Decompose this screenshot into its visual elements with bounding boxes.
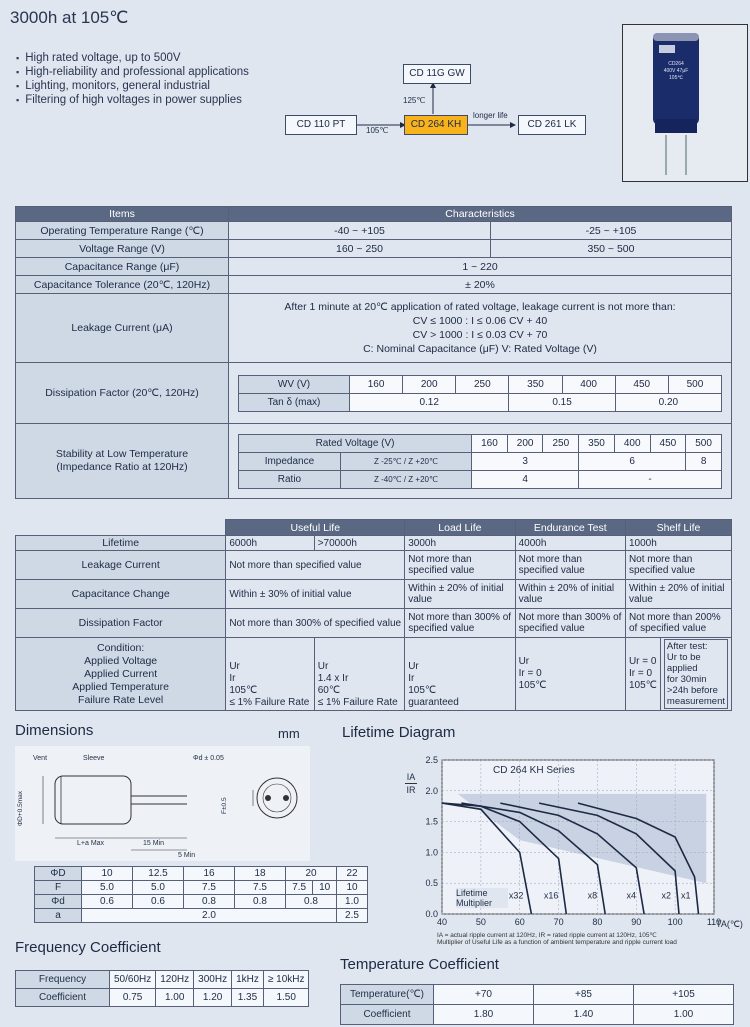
dimensions-unit: mm <box>278 726 300 741</box>
cond-val: ≤ 1% Failure Rate <box>317 697 398 708</box>
coef-value: 1.35 <box>232 989 264 1007</box>
cell-value: Within ± 20% of initial value <box>625 580 731 609</box>
cell-value: -25 ~ +105 <box>491 222 732 240</box>
cond-val: measurement <box>666 696 725 707</box>
row-lifetime: Lifetime <box>16 536 226 551</box>
wv-value: 200 <box>403 375 456 393</box>
leak-line: C: Nominal Capacitance (μF) V: Rated Voltage (V) <box>363 343 597 355</box>
temp-label: Temperature(℃) <box>341 985 434 1005</box>
x-tick-label: 40 <box>436 917 448 927</box>
col-endurance: Endurance Test <box>515 520 625 536</box>
dim-value: 10 <box>337 881 368 895</box>
cell-value: Not more than specified value <box>625 551 731 580</box>
row-dissipation: Dissipation Factor (20℃, 120Hz) <box>16 363 229 424</box>
cond-val: ≤ 1% Failure Rate <box>229 697 310 708</box>
dissipation-cell <box>229 363 732 424</box>
frequency-table <box>15 970 309 1007</box>
dimensions-title: Dimensions <box>15 722 94 739</box>
y-tick-label: 1.0 <box>425 847 438 858</box>
cond-val: Ir = 0 <box>628 668 653 679</box>
rated-value: 500 <box>686 434 722 452</box>
flow-label-longer: longer life <box>473 111 508 120</box>
cond-val: 105℃ <box>229 685 258 696</box>
row-operating-temp: Operating Temperature Range (℃) <box>16 222 229 240</box>
dim-value: 0.6 <box>82 895 133 909</box>
cond-val: 1.4 x Ir <box>317 673 349 684</box>
stability-cell <box>229 424 732 499</box>
chart-series-title: CD 264 KH Series <box>493 765 575 776</box>
chart-note-2: Multiplier of Useful Life as a function of ambient temperature and ripple current load <box>437 939 677 946</box>
cond-val: Ir <box>229 673 236 684</box>
row-capacitance: Capacitance Range (μF) <box>16 258 229 276</box>
x-tick-label: 80 <box>592 917 603 927</box>
chart-note-1: IA = actual ripple current at 120Hz, IR = rated ripple current at 120Hz, 105℃ <box>437 932 657 939</box>
tan-value: 0.12 <box>350 393 509 411</box>
characteristics-table <box>15 206 732 499</box>
cond-label: Condition: <box>97 641 145 654</box>
dimensions-table <box>34 866 368 923</box>
row-tolerance: Capacitance Tolerance (20℃, 120Hz) <box>16 276 229 294</box>
y-tick-label: 0.0 <box>425 909 438 919</box>
feature-bullet: ▪ Lighting, monitors, general industrial <box>16 80 210 92</box>
cond-label: Failure Rate Level <box>78 693 164 706</box>
y-tick-label: 0.5 <box>425 878 438 889</box>
rated-value: 350 <box>579 434 615 452</box>
coef-value: 1.20 <box>194 989 232 1007</box>
x-tick-label: 60 <box>514 917 525 927</box>
series-label-x8: x8 <box>587 890 598 901</box>
pitch-label: F±0.5 <box>221 797 228 814</box>
feature-bullet: ▪ High rated voltage, up to 500V <box>16 52 181 64</box>
product-photo <box>622 24 748 182</box>
ratio-label: Ratio <box>239 470 341 488</box>
cell-value: Not more than 200% of specified value <box>625 609 731 638</box>
life-table <box>15 519 732 711</box>
dim-value: 1.0 <box>337 895 368 909</box>
lead-dia-label: Φd ± 0.05 <box>193 755 224 762</box>
dim-value: 5.0 <box>133 881 184 895</box>
cell-value: Within ± 30% of initial value <box>226 580 405 609</box>
row-leakage: Leakage Current (μA) <box>16 294 229 363</box>
vent-label: Vent <box>33 755 48 762</box>
y-tick-label: 2.0 <box>425 785 438 796</box>
series-cd261-box: CD 261 LK <box>518 115 586 135</box>
dim-value: 7.5 <box>184 881 235 895</box>
lifetime-chart <box>400 752 745 932</box>
series-label-x32: x32 <box>508 890 524 901</box>
min5-label: 5 Min <box>178 852 196 859</box>
series-cd11g-box: CD 11G GW <box>403 64 471 84</box>
series-label-x16: x16 <box>543 890 559 901</box>
cell-value: Not more than specified value <box>226 551 405 580</box>
rated-value: 400 <box>614 434 650 452</box>
dim-value: 2.0 <box>82 909 337 923</box>
row-cap-change: Capacitance Change <box>16 580 226 609</box>
cond-val: Ir <box>408 673 415 684</box>
dim-value: 0.8 <box>184 895 235 909</box>
cell-value: 4000h <box>515 536 625 551</box>
ylabel-bottom: IR <box>406 785 416 795</box>
coef-value: 0.75 <box>110 989 156 1007</box>
freq-value: 120Hz <box>156 971 194 989</box>
cap-label-temp: 105℃ <box>669 75 683 81</box>
stability-table <box>238 434 722 489</box>
cond-label: Applied Voltage <box>84 654 158 667</box>
lifetime-title: Lifetime Diagram <box>342 724 456 741</box>
cond-val: After test: <box>666 641 708 652</box>
z-value: 3 <box>472 452 579 470</box>
tan-label: Tan δ (max) <box>239 393 350 411</box>
cond-val: Ir = 0 <box>518 668 542 679</box>
dim-value: 5.0 <box>82 881 133 895</box>
x-tick-label: 110 <box>706 917 722 927</box>
stab-label-sub: (Impedance Ratio at 120Hz) <box>56 461 188 473</box>
blank-header <box>16 520 226 536</box>
cond-val: 105℃ <box>628 680 657 691</box>
cond-val: guaranteed <box>408 697 459 708</box>
z-value: 8 <box>686 452 722 470</box>
freq-title: Frequency Coefficient <box>15 939 161 956</box>
lead-length-label: 15 Min <box>143 840 165 847</box>
dim-label: ΦD <box>35 867 82 881</box>
z-value: 4 <box>472 470 579 488</box>
col-shelf-life: Shelf Life <box>625 520 731 536</box>
temp-title: Temperature Coefficient <box>340 956 499 973</box>
dim-label: a <box>35 909 82 923</box>
cell-value: Not more than specified value <box>405 551 515 580</box>
cond-val: for 30min <box>666 674 707 685</box>
cond-val: Ur <box>408 661 419 672</box>
x-tick-label: 70 <box>553 917 564 927</box>
flow-label-125: 125℃ <box>403 96 426 105</box>
x-tick-label: 100 <box>667 917 683 927</box>
dim-value: 0.8 <box>235 895 286 909</box>
rated-value: 450 <box>650 434 686 452</box>
cell-value: Not more than 300% of specified value <box>405 609 515 638</box>
cond-val: Ur to be applied <box>666 652 701 674</box>
z-value: 6 <box>579 452 686 470</box>
dim-value: 0.6 <box>133 895 184 909</box>
cond-val: Ur = 0 <box>628 656 657 667</box>
y-tick-label: 1.5 <box>425 816 438 827</box>
leak-line: After 1 minute at 20℃ application of rated voltage, leakage current is not more than: <box>284 301 676 313</box>
chart-xunit: TA(℃) <box>716 919 743 929</box>
cell-value: Within ± 20% of initial value <box>405 580 515 609</box>
cell-value: Not more than 300% of specified value <box>515 609 625 638</box>
dim-value: 10 <box>82 867 133 881</box>
dim-value: 18 <box>235 867 286 881</box>
wv-value: 500 <box>668 375 721 393</box>
freq-value: 300Hz <box>194 971 232 989</box>
series-label-x2: x2 <box>661 890 672 901</box>
z-value: - <box>579 470 722 488</box>
cell-value: 3000h <box>405 536 515 551</box>
cap-label-series: CD264 <box>668 61 684 67</box>
cond-useful-2 <box>314 638 404 711</box>
cell-value: 6000h <box>226 536 314 551</box>
coef-value: 1.00 <box>156 989 194 1007</box>
z40-label: Z -40℃ / Z +20℃ <box>340 470 471 488</box>
cond-useful-1 <box>226 638 314 711</box>
dim-label: F <box>35 881 82 895</box>
cond-val: 60℃ <box>317 685 341 696</box>
row-dissipation: Dissipation Factor <box>16 609 226 638</box>
cell-value: 1 ~ 220 <box>229 258 732 276</box>
dimension-drawing <box>15 746 310 861</box>
dim-value: 7.5 <box>286 881 313 895</box>
coef-label: Coefficient <box>16 989 110 1007</box>
temp-value: +70 <box>434 985 534 1005</box>
rated-value: 250 <box>543 434 579 452</box>
row-leakage: Leakage Current <box>16 551 226 580</box>
feature-bullet: ▪ High-reliability and professional applications <box>16 66 249 78</box>
series-label-x4: x4 <box>626 890 637 901</box>
cell-value: Not more than specified value <box>515 551 625 580</box>
row-stability <box>16 424 229 499</box>
body-dia-label: ΦD+0.5max <box>17 791 24 826</box>
impedance-label: Impedance <box>239 452 341 470</box>
cond-shelf <box>625 638 660 711</box>
rated-value: 160 <box>472 434 508 452</box>
cond-endurance <box>515 638 625 711</box>
col-useful-life: Useful Life <box>226 520 405 536</box>
cell-value: 1000h <box>625 536 731 551</box>
y-tick-label: 2.5 <box>425 755 438 765</box>
cond-val: >24h before <box>666 685 718 696</box>
cond-val: 105℃ <box>408 685 437 696</box>
leakage-text <box>229 294 732 363</box>
coef-value: 1.80 <box>434 1005 534 1025</box>
cell-value: 350 ~ 500 <box>491 240 732 258</box>
cell-value: 160 ~ 250 <box>229 240 491 258</box>
dim-value: 12.5 <box>133 867 184 881</box>
cond-val: Ur <box>518 656 530 667</box>
wv-label: WV (V) <box>239 375 350 393</box>
cell-value: Within ± 20% of initial value <box>515 580 625 609</box>
rated-label: Rated Voltage (V) <box>239 434 472 452</box>
cond-label: Applied Current <box>84 667 158 680</box>
cond-val: 105℃ <box>518 680 547 691</box>
cond-label: Applied Temperature <box>72 680 169 693</box>
tan-value: 0.15 <box>509 393 615 411</box>
series-label-x1: x1 <box>680 890 691 901</box>
ylabel-top: IA <box>406 772 416 782</box>
col-items: Items <box>16 207 229 222</box>
dissipation-table <box>238 375 722 412</box>
series-cd264-box: CD 264 KH <box>404 115 468 135</box>
wv-value: 250 <box>456 375 509 393</box>
temperature-table <box>340 984 734 1025</box>
row-condition <box>16 638 226 711</box>
cell-value: -40 ~ +105 <box>229 222 491 240</box>
dim-value: 2.5 <box>337 909 368 923</box>
cap-label-rating: 400V 47μF <box>663 68 689 74</box>
cond-load <box>405 638 515 711</box>
wv-value: 160 <box>350 375 403 393</box>
cell-value: >70000h <box>314 536 404 551</box>
dim-value: 20 <box>286 867 337 881</box>
coef-value: 1.40 <box>534 1005 634 1025</box>
wv-value: 450 <box>615 375 668 393</box>
freq-label: Frequency <box>16 971 110 989</box>
coef-value: 1.00 <box>634 1005 734 1025</box>
col-load-life: Load Life <box>405 520 515 536</box>
temp-value: +85 <box>534 985 634 1005</box>
feature-bullet: ▪ Filtering of high voltages in power supplies <box>16 94 242 106</box>
chart-multiplier-label: Lifetime Multiplier <box>456 888 508 908</box>
wv-value: 400 <box>562 375 615 393</box>
z25-label: Z -25℃ / Z +20℃ <box>340 452 471 470</box>
dim-value: 22 <box>337 867 368 881</box>
cond-val: Ur <box>317 661 329 672</box>
x-tick-label: 50 <box>475 917 486 927</box>
dim-label: Φd <box>35 895 82 909</box>
stab-label: Stability at Low Temperature <box>55 448 189 460</box>
coef-value: 1.50 <box>263 989 309 1007</box>
series-cd110-box: CD 110 PT <box>285 115 357 135</box>
freq-value: 1kHz <box>232 971 264 989</box>
page-title: 3000h at 105℃ <box>10 8 129 27</box>
capacitor-image <box>623 25 747 181</box>
cond-val: Ur <box>229 661 240 672</box>
flow-label-105: 105℃ <box>366 126 389 135</box>
freq-value: ≥ 10kHz <box>263 971 309 989</box>
cell-value: Not more than 300% of specified value <box>226 609 405 638</box>
coef-label: Coefficient <box>341 1005 434 1025</box>
rated-value: 200 <box>507 434 543 452</box>
dim-value: 7.5 <box>235 881 286 895</box>
sleeve-label: Sleeve <box>83 755 105 762</box>
freq-value: 50/60Hz <box>110 971 156 989</box>
dim-value: 0.8 <box>286 895 337 909</box>
cond-after-test <box>660 638 731 711</box>
tan-value: 0.20 <box>615 393 721 411</box>
leak-line: CV ≤ 1000 : I ≤ 0.06 CV + 40 <box>412 315 548 327</box>
dim-value: 10 <box>313 881 337 895</box>
length-label: L+a Max <box>77 840 105 847</box>
x-tick-label: 90 <box>631 917 642 927</box>
leak-line: CV > 1000 : I ≤ 0.03 CV + 70 <box>412 329 548 341</box>
row-voltage: Voltage Range (V) <box>16 240 229 258</box>
col-characteristics: Characteristics <box>229 207 732 222</box>
wv-value: 350 <box>509 375 562 393</box>
cell-value: ± 20% <box>229 276 732 294</box>
temp-value: +105 <box>634 985 734 1005</box>
dim-value: 16 <box>184 867 235 881</box>
